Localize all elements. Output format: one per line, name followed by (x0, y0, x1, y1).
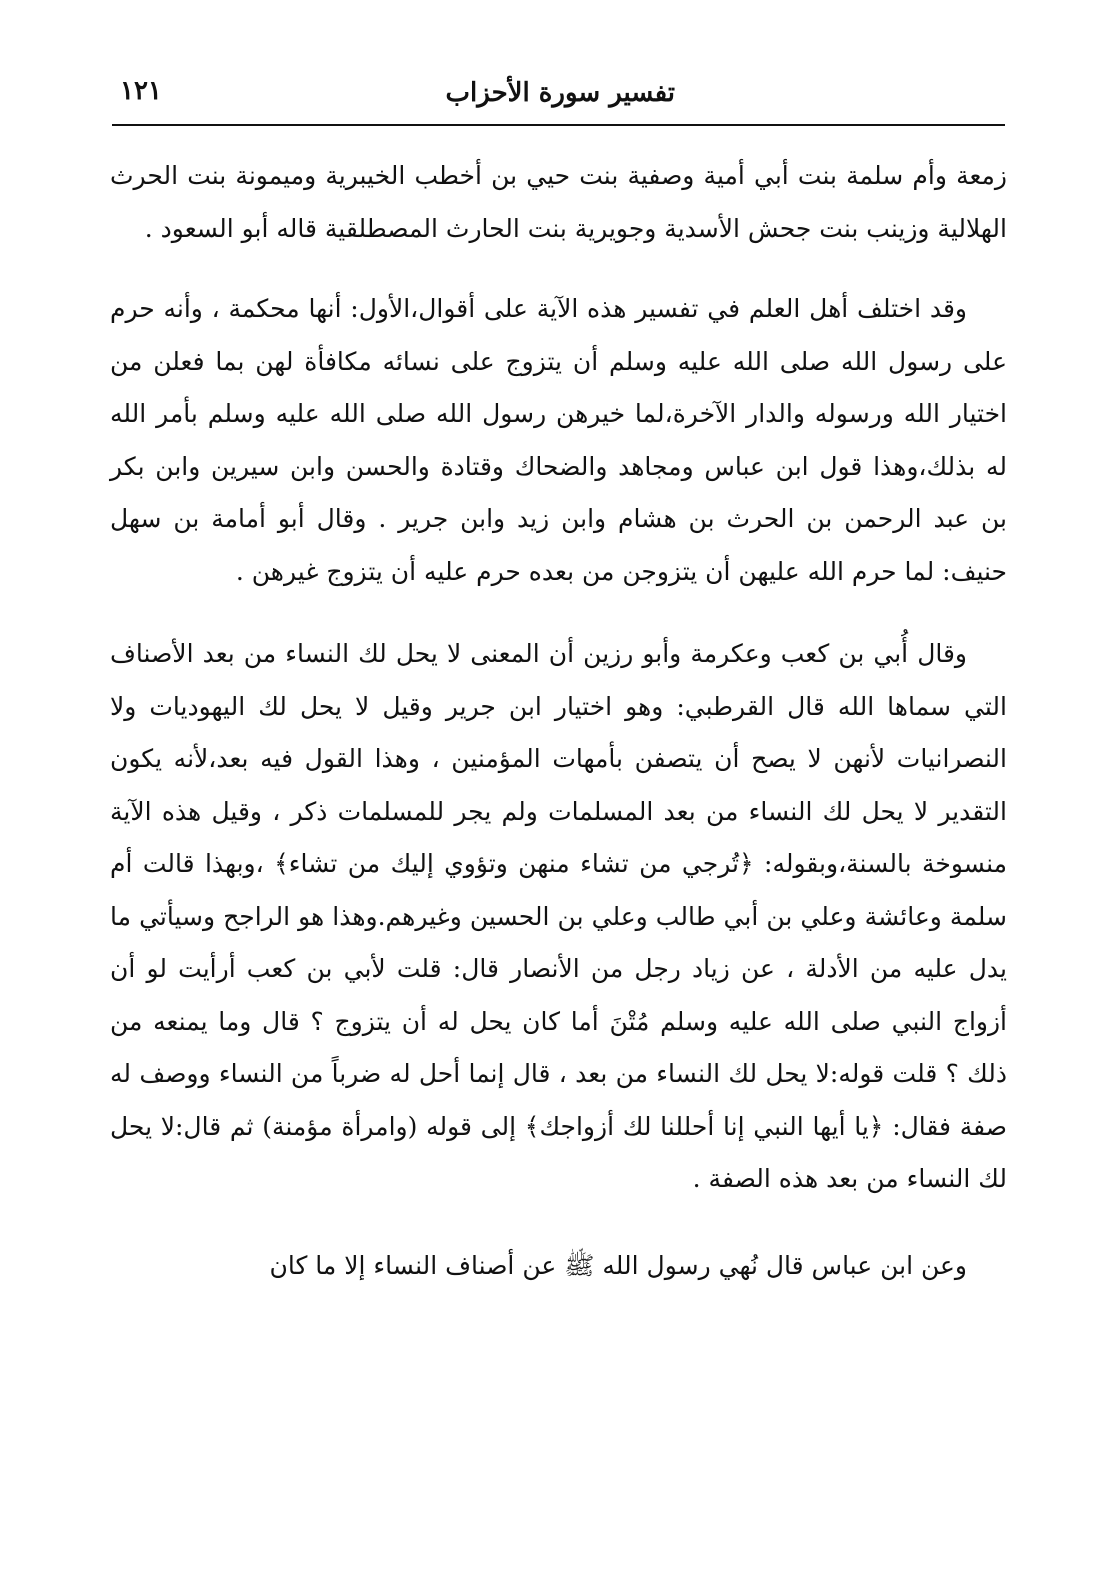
paragraph-3: وقال أُبي بن كعب وعكرمة وأبو رزين أن المعنى لا يحل لك النساء من بعد الأصناف التي سماها الله قال القرطبي: وهو اختيار ابن جرير وقيل لا يحل لك اليهوديات ولا النصرانيات لأنهن لا يصح أن يتصفن بأمهات المؤمنين ، وهذا القول فيه بعد،لأنه يكون التقدير لا يحل لك النساء من بعد المسلمات ولم يجر للمسلمات ذكر ، وقيل هذه الآية منسوخة بالسنة،وبقوله: ﴿تُرجي من تشاء منهن وتؤوي إليك من تشاء﴾ ،وبهذا قالت أم سلمة وعائشة وعلي بن أبي طالب وعلي بن الحسين وغيرهم.وهذا هو الراجح وسيأتي ما يدل عليه من الأدلة ، عن زياد رجل من الأنصار قال: قلت لأبي بن كعب أرأيت لو أن أزواج النبي صلى الله عليه وسلم مُتْنَ أما كان يحل له أن يتزوج ؟ قال وما يمنعه من ذلك ؟ قلت قوله:لا يحل لك النساء من بعد ، قال إنما أحل له ضرباً من النساء ووصف له صفة فقال: ﴿يا أيها النبي إنا أحللنا لك أزواجك﴾ إلى قوله (وامرأة مؤمنة) ثم قال:لا يحل لك النساء من بعد هذه الصفة . (110, 639, 1008, 1193)
header-rule (112, 124, 1005, 126)
page-number: ١٢١ (120, 76, 162, 106)
paragraph-1: زمعة وأم سلمة بنت أبي أمية وصفية بنت حيي بن أخطب الخيبرية وميمونة بنت الحرث الهلالية وزينب بنت جحش الأسدية وجويرية بنت الحارث المصطلقية قاله أبو السعود . (110, 161, 1007, 243)
paragraph-2: وقد اختلف أهل العلم في تفسير هذه الآية على أقوال،الأول: أنها محكمة ، وأنه حرم على رسول الله صلى الله عليه وسلم أن يتزوج على نسائه مكافأة لهن بما فعلن من اختيار الله ورسوله والدار الآخرة،لما خيرهن رسول الله صلى الله عليه وسلم بأمر الله له بذلك،وهذا قول ابن عباس ومجاهد والضحاك وقتادة والحسن وابن سيرين وابن بكر بن عبد الرحمن بن الحرث بن هشام وابن زيد وابن جرير . وقال أبو أمامة بن سهل حنيف: لما حرم الله عليهن أن يتزوجن من بعده حرم عليه أن يتزوج غيرهن . (110, 294, 1007, 586)
page-body (110, 150, 1007, 1292)
page-header (112, 72, 1005, 122)
paragraph-4: وعن ابن عباس قال نُهي رسول الله ﷺ عن أصناف النساء إلا ما كان (269, 1250, 967, 1280)
running-title: تفسير سورة الأحزاب (445, 78, 675, 108)
